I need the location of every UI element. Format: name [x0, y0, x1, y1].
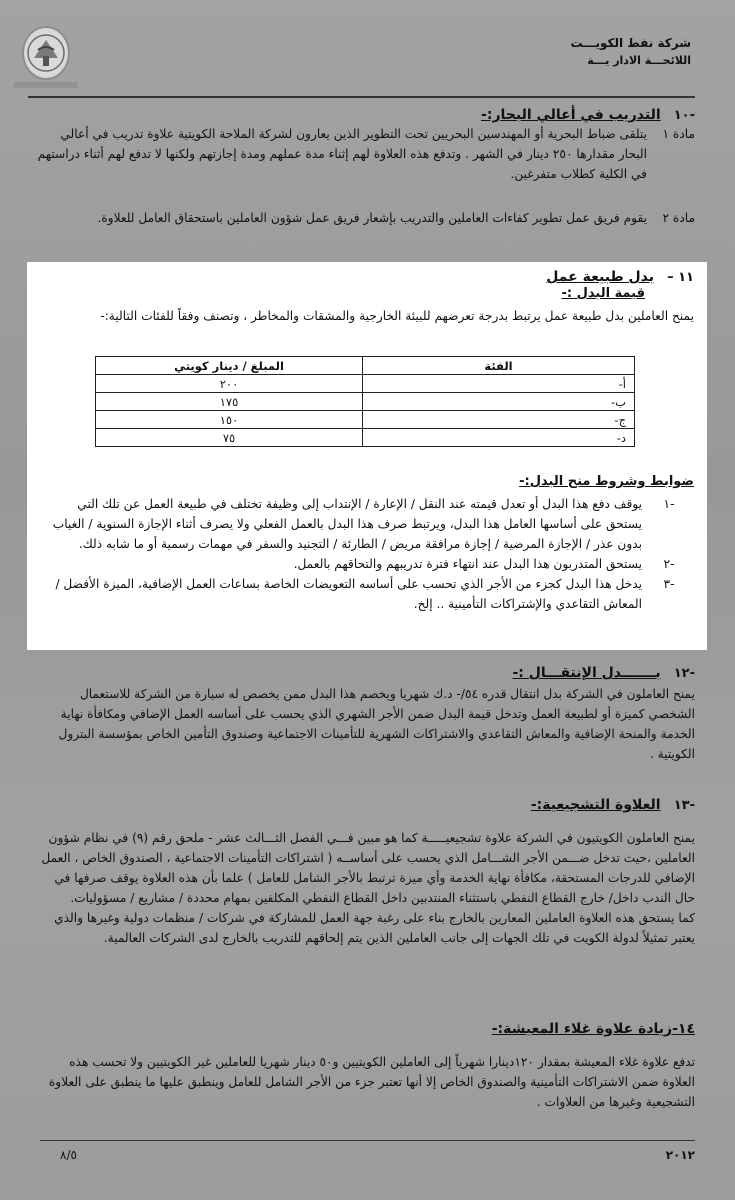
- list-text: يستحق المتدربون هذا البدل عند انتهاء فترة تدريبهم والتحاقهم بالعمل.: [293, 557, 642, 571]
- logo-caption: [14, 82, 78, 88]
- list-number: -٣: [663, 577, 675, 591]
- section-title: العلاوة التشجيعية:-: [530, 797, 661, 813]
- section-title: بـــــــدل الإنتقـــال :-: [512, 665, 661, 681]
- list-number: -١: [663, 497, 675, 511]
- header-divider: [28, 96, 695, 98]
- table-cell-amount: ٧٥: [96, 429, 363, 447]
- section-11-heading: [44, 266, 694, 285]
- section-number: -١٢: [673, 666, 695, 681]
- category-table-wrap: [95, 356, 635, 447]
- page-header: [0, 0, 735, 95]
- section-11-box: [27, 262, 707, 650]
- rules-heading: ضوابط وشروط منح البدل:-: [519, 474, 694, 489]
- section-13-text-2: كما يستحق هذه العلاوة العاملين المعارين بالخارج بناء على رغبة جهة العمل للمشاركة في شركات / منظمات دولية وغيرها والذي يعتبر تمثيلاً لدولة الكويت في تلك الجهات إلى جانب العاملين الذين يتم إلحاقهم للتدريب بالخارج لدى الشركات العالمية.: [54, 911, 695, 945]
- rules-list: [44, 494, 694, 614]
- company-logo-icon: [22, 26, 70, 80]
- section-13-heading: [35, 794, 695, 813]
- table-row: [96, 375, 635, 393]
- article-1: [35, 124, 695, 184]
- list-item: [44, 574, 694, 614]
- footer-divider: [40, 1140, 695, 1141]
- list-text: يوقف دفع هذا البدل أو تعدل قيمته عند النقل / الإعارة / الإنتداب إلى وظيفة تختلف في طبيعة العمل عن تلك التي يستحق على أساسها العامل هذا البدل، ويرتبط صرف هذا البدل بالعمل الفعلي ولا يصرف أثناء الإجازة السنوية / الغياب بدون عذر / الإجازة المرضية / إجازة مرافقة مريض / الطارئة / التجنيد والسفر في مهمات رسمية أو ما شابه ذلك.: [52, 497, 642, 551]
- section-11-intro: يمنح العاملين بدل طبيعة عمل يرتبط بدرجة تعرضهم للبيئة الخارجية والمشقات والمخاطر ، وتصنف وفقاً للفئات التالية:-: [100, 309, 694, 323]
- table-cell-category: ب-: [363, 393, 635, 411]
- table-header-category: الفئة: [363, 357, 635, 375]
- article-label: مادة ٢: [662, 211, 695, 225]
- table-cell-amount: ٢٠٠: [96, 375, 363, 393]
- list-text: يدخل هذا البدل كجزء من الأجر الذي تحسب على أساسه التعويضات الخاصة بساعات العمل الإضافية، الميزة الأفضل / المعاش التقاعدي والإشتراكات التأمينية .. إلخ.: [55, 577, 642, 611]
- table-row: [96, 393, 635, 411]
- table-row: [96, 429, 635, 447]
- table-header-amount: المبلغ / دينار كويتي: [96, 357, 363, 375]
- footer-year: ٢٠١٢: [665, 1148, 695, 1162]
- article-text: يتلقى ضباط البحرية أو المهندسين البحريين تحت التطوير الذين يعارون لشركة الملاحة الكويتية علاوة تدريب في أعالي البحار مقدارها ٢٥٠ دينار في الشهر . وتدفع هذه العلاوة لهم إثناء مدة عملهم ومدة إجازتهم ولكنها لا تدفع لهم أثناء دراستهم في الكلية كطلاب متفرغين.: [37, 127, 647, 181]
- table-cell-amount: ١٧٥: [96, 393, 363, 411]
- section-10-heading: [35, 104, 695, 123]
- list-number: -٢: [663, 557, 675, 571]
- page-number: ٨/٥: [60, 1148, 77, 1162]
- table-cell-category: د-: [363, 429, 635, 447]
- section-title: ١٤-زيادة علاوة غلاء المعيشة:-: [491, 1021, 695, 1037]
- list-item: [44, 494, 694, 554]
- section-14-text: تدفع علاوة غلاء المعيشة بمقدار ١٢٠دينارا شهرياً إلى العاملين الكويتيين و٥٠ دينار شهريا للعاملين غير الكويتيين ولا تحسب هذه العلاوة ضمن الاشتراكات التأمينية والصندوق الخاص إلا أنها تعتبر جزء من الأجر الشامل للعامل وينطبق عليها ما ينطبق على العلاوة التشجيعية وغيرها من العلاوات .: [48, 1055, 695, 1109]
- section-13-text: يمنح العاملون الكويتيون في الشركة علاوة تشجيعيـــــة كما هو مبين فـــي الفصل الثـــالث عشر - ملحق رقم (٩) في نظام شؤون العاملين ،حيث تدخل ضـــمن الأجر الشـــامل الذي يحسب على أساســه ( اشتراكات التأمينات الاجتماعية ، الصندوق الخاص ، العمل الإضافي للدرجات المستحقة، مكافأة نهاية الخدمة وأي ميزة ترتبط بالأجر الشامل للعامل ) علما بأن هذه العلاوة يوقف صرفها في حال الندب داخل/ خارج القطاع النفطي باستثناء المنتدبين داخل القطاع النفطي المكلفين بمهام محددة / مشاريع / مسؤوليات.: [41, 831, 695, 905]
- table-row: [96, 411, 635, 429]
- section-number: ١١ –: [667, 270, 694, 285]
- section-12-text: يمنح العاملون في الشركة بدل انتقال قدره ٥٤/- د.ك شهريا ويخصم هذا البدل ممن يخصص له سيارة من الشركة للاستعمال الشخصي كميزة أو لطبيعة العمل وتدخل قيمة البدل ضمن الأجر الشهري الذي يحسب على أساسه العمل الإضافي ومكافأة نهاية الخدمة والمنحة الإضافية والمعاش التقاعدي والاشتراكات الشهرية للتأمينات الاجتماعية وصندوق التأمين الخاص بمؤسسة البترول الكويتية .: [58, 687, 695, 761]
- category-table: [95, 356, 635, 447]
- table-cell-amount: ١٥٠: [96, 411, 363, 429]
- article-2: [35, 208, 695, 228]
- article-label: مادة ١: [662, 127, 695, 141]
- table-cell-category: ج-: [363, 411, 635, 429]
- section-title: التدريب في أعالي البحار:-: [481, 107, 661, 123]
- table-header-row: [96, 357, 635, 375]
- company-name: شركة نفط الكويـــت: [570, 36, 691, 50]
- section-14-heading: [35, 1018, 695, 1037]
- section-number: -١٠: [673, 108, 695, 123]
- list-item: [44, 554, 694, 574]
- section-number: -١٣: [673, 798, 695, 813]
- table-cell-category: أ-: [363, 375, 635, 393]
- article-text: يقوم فريق عمل تطوير كفاءات العاملين والتدريب بإشعار فريق عمل شؤون العاملين باستحقاق العامل للعلاوة.: [97, 211, 647, 225]
- section-title: بدل طبيعة عمل: [546, 269, 654, 285]
- section-12-heading: [35, 662, 695, 681]
- value-subheading: قيمة البدل :-: [561, 286, 645, 301]
- regulation-title: اللائحـــة الادار يـــة: [587, 54, 691, 67]
